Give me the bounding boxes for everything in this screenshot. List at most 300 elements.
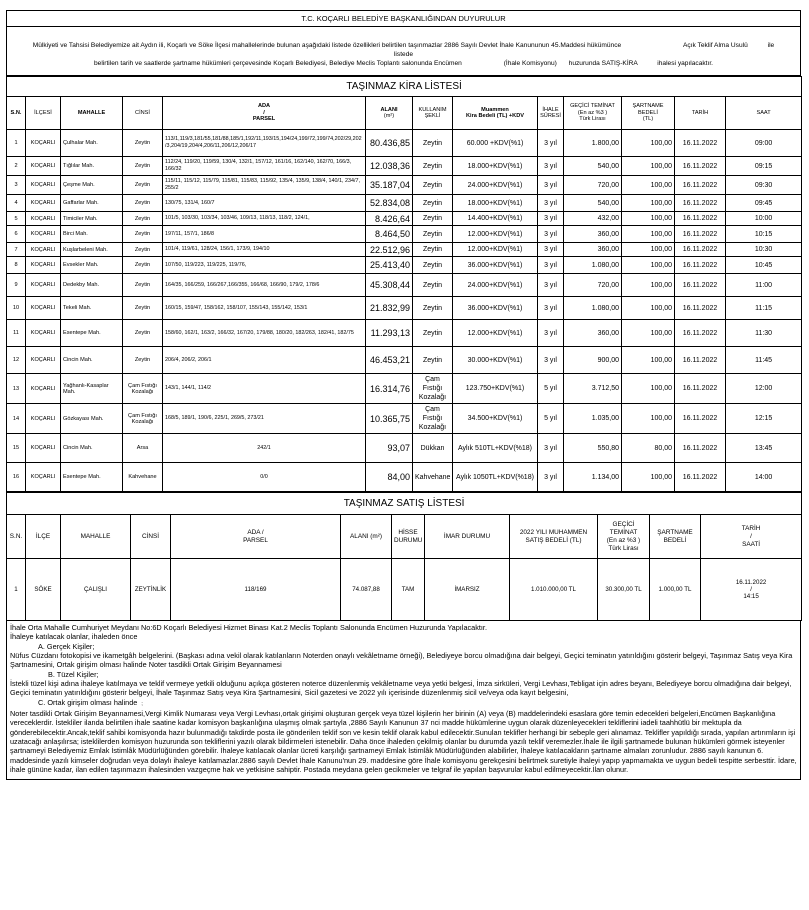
kira-cell-sartname: 100,00 [622, 157, 675, 176]
kira-cell-kullanim: Çam Fıstığı Kozalağı [413, 404, 453, 434]
kira-cell-kullanim: Zeytin [413, 195, 453, 212]
kira-cell-parsel: 115/11, 115/12, 115/79, 115/81, 115/83, 115/92, 135/4, 135/9, 138/4, 140/1, 234/7, 255/2 [163, 176, 366, 195]
kira-cell-alan: 84,00 [366, 463, 413, 492]
kira-cell-teminat: 360,00 [564, 226, 622, 243]
kira-row [7, 274, 802, 297]
kira-cell-sartname: 100,00 [622, 212, 675, 226]
kira-cell-sartname: 100,00 [622, 226, 675, 243]
kira-row [7, 463, 802, 492]
kira-cell-saat: 11:00 [726, 274, 802, 297]
kira-row [7, 212, 802, 226]
col-kullanim: KULLANIM ŞEKLİ [413, 97, 453, 130]
kira-cell-parsel: 164/35, 166/259, 166/267,166/355, 166/68, 166/90, 179/2, 178/6 [163, 274, 366, 297]
kira-cell-sn: 11 [7, 320, 26, 347]
kira-cell-sure: 3 yıl [538, 320, 564, 347]
kira-cell-mahalle: Cincin Mah. [61, 434, 123, 463]
kira-cell-mahalle: Evsekler Mah. [61, 257, 123, 274]
kira-cell-parsel: 112/24, 119/20, 119/59, 130/4, 132/1, 157/12, 161/16, 162/140, 162/70, 166/3, 166/32 [163, 157, 366, 176]
kira-cell-mahalle: Esentepe Mah. [61, 463, 123, 492]
kira-cell-sure: 3 yıl [538, 297, 564, 320]
kira-cell-cinsi: Zeytin [123, 257, 163, 274]
satis-sn: 1 [7, 559, 26, 621]
kira-cell-sartname: 100,00 [622, 463, 675, 492]
kira-cell-mahalle: Yağhanlı-Kasaplar Mah. [61, 374, 123, 404]
kira-cell-saat: 12:15 [726, 404, 802, 434]
kira-cell-parsel: 101/4, 119/61, 128/24, 156/1, 173/9, 194/10 [163, 243, 366, 257]
kira-cell-saat: 10:45 [726, 257, 802, 274]
kira-cell-teminat: 3.712,50 [564, 374, 622, 404]
satis-sartname: 1.000,00 TL [650, 559, 701, 621]
kira-cell-saat: 09:00 [726, 130, 802, 157]
kira-cell-bedel: 18.000+KDV(%1) [453, 157, 538, 176]
kira-cell-cinsi: Zeytin [123, 226, 163, 243]
kira-cell-alan: 46.453,21 [366, 347, 413, 374]
kira-cell-ilce: KOÇARLI [26, 176, 61, 195]
satis-col-ilce: İLÇE [26, 515, 61, 559]
satis-row [7, 559, 802, 621]
col-muhammen-l1: Muammen [481, 106, 509, 113]
satis-col-teminat-l4: Türk Lirası [608, 544, 639, 552]
kira-cell-parsel: 206/4, 206/2, 206/1 [163, 347, 366, 374]
kira-cell-parsel: 0/0 [163, 463, 366, 492]
kira-cell-cinsi: Zeytin [123, 176, 163, 195]
kira-cell-kullanim: Dükkan [413, 434, 453, 463]
satis-mahalle: ÇALIŞLI [61, 559, 131, 621]
col-sure [538, 97, 564, 130]
kira-cell-parsel: 130/75, 131/4, 160/7 [163, 195, 366, 212]
kira-cell-tarih: 16.11.2022 [675, 404, 726, 434]
notes-a-text: Nüfus Cüzdanı fotokopisi ve ikametgâh belgelerini. (Başkası adına vekil olarak katılanların Noterden onaylı vekâletname örneği), Belediyeye borcu olmadığına dair belgeyi, Geçici teminatın yatırıldığını gösterir belgeyi, Taşınmaz Satış veya Kira Şartnamesini, Ortak girişim olması halinde Noter tasdikli Ortak Girişim Beyannamesi [10, 651, 793, 670]
col-sartname [622, 97, 675, 130]
kira-cell-sartname: 100,00 [622, 130, 675, 157]
notes-c-text: Noter tasdikli Ortak Girişim Beyannamesi,Vergi Kimlik Numarası veya Vergi Levhası,ortak girişimi oluşturan gerçek veya tüzel kişilerin her birinin (A) veya (B) maddelerindeki esaslara göre temin edecekleri belgeleri,Encümen Başkanlığına vereceklerdir. İstekliler ilanda belirtilen ihale saatine kadar komisyon başkanlığına ulaşmış olmak şartıyla ,2886 Sayılı Kanunun 37 nci madde hükümlerine uygun olarak düzenleyecekleri tekliflerini iadeli taahhütlü bir mektupla da gönderebilecektir.Ancak,teklif sahibi komisyonda hazır bulunmadığı takdirde posta ile gönderilen teklif son ve kesin teklif olarak kabul edilecektir.Sunulan teklifler herhangi bir sebeple geri alınamaz. Teklifler yapıldığı sırada, yapılan artırımların işi uzatacağı anlaşılırsa; isteklilerden komisyon huzurunda son tekliflerini yazılı olarak bildirmeleri istenebilir. Daha önce ihaleden çekilmiş olanlar bu durumda yazılı teklif veremezler.İhale ile ilgili şartnamede bulunan hükümleri görmek isteyenler şartnameyi Belediyemiz Emlak İstimlâk Müdürlüğünden görebilir. İhaleye katılacak olanlar ücreti karşılığı şartnameyi Emlak İstimlâk Müdürlüğünden alabilirler, İhaleye katılacakların şartname almaları zorunludur. 2886 sayılı kanunun 6. maddesinde yazılı kimseler doğrudan veya dolaylı ihaleye katılamazlar.2886 sayılı Devlet İhale Kanunu'nun 29. maddesine göre İhale komisyonu gerekçesini belirtmek suretiyle ihaleyi yapıp yapmamakta ve uygun bedeli tespitte serbesttir. İdare, ihale gününe kadar, ilan edilen taşınmazın ihalesinden vazgeçme hak ve yetkisine sahiptir. Postada meydana gelen gecikmeler ve telgraf ile yapılan başvurular kabul edilmeyecektir.İlan olunur. [10, 709, 797, 775]
kira-cell-bedel: 36.000+KDV(%1) [453, 257, 538, 274]
satis-col-sn: S.N. [7, 515, 26, 559]
kira-cell-alan: 8.464,50 [366, 226, 413, 243]
satis-tarih: 16.11.2022 [735, 579, 767, 586]
satis-col-hisse-l2: DURUMU [394, 536, 423, 544]
kira-cell-sure: 3 yıl [538, 157, 564, 176]
kira-cell-cinsi: Zeytin [123, 274, 163, 297]
kira-row [7, 176, 802, 195]
kira-cell-saat: 09:45 [726, 195, 802, 212]
satis-col-hisse [392, 515, 425, 559]
kira-cell-teminat: 360,00 [564, 320, 622, 347]
satis-col-imar: İMAR DURUMU [425, 515, 510, 559]
notes-intro: İhaleye katılacak olanlar, ihaleden önce [10, 632, 138, 642]
kira-cell-teminat: 1.080,00 [564, 297, 622, 320]
kira-cell-saat: 10:30 [726, 243, 802, 257]
kira-cell-sn: 2 [7, 157, 26, 176]
kira-cell-tarih: 16.11.2022 [675, 320, 726, 347]
col-sartname-l2: (TL) [642, 116, 654, 123]
kira-cell-teminat: 1.035,00 [564, 404, 622, 434]
kira-cell-mahalle: Tığlılar Mah. [61, 157, 123, 176]
kira-cell-cinsi: Kahvehane [123, 463, 163, 492]
conditions-text [6, 621, 801, 780]
satis-col-muhammen-l1: 2022 YILI MUHAMMEN [519, 528, 588, 536]
kira-cell-sn: 7 [7, 243, 26, 257]
satis-col-sartname [650, 515, 701, 559]
satis-teminat: 30.300,00 TL [598, 559, 650, 621]
kira-cell-kullanim: Zeytin [413, 226, 453, 243]
kira-cell-kullanim: Zeytin [413, 212, 453, 226]
satis-tarih-sep: / [750, 586, 752, 593]
satis-col-tarih-l2: / [750, 532, 752, 540]
kira-cell-alan: 35.187,04 [366, 176, 413, 195]
kira-cell-sn: 3 [7, 176, 26, 195]
kira-cell-sartname: 100,00 [622, 320, 675, 347]
kira-cell-cinsi: Zeytin [123, 347, 163, 374]
kira-cell-sn: 4 [7, 195, 26, 212]
kira-cell-parsel: 242/1 [163, 434, 366, 463]
col-cinsi: CİNSİ [123, 97, 163, 130]
satis-cinsi: ZEYTİNLİK [131, 559, 171, 621]
kira-cell-sartname: 100,00 [622, 274, 675, 297]
kira-cell-cinsi: Çam Fıstığı Kozalağı [123, 404, 163, 434]
kira-cell-sure: 3 yıl [538, 463, 564, 492]
satis-col-tarih-l1: TARİH [741, 524, 761, 532]
kira-cell-tarih: 16.11.2022 [675, 434, 726, 463]
kira-cell-alan: 52.834,08 [366, 195, 413, 212]
kira-cell-tarih: 16.11.2022 [675, 374, 726, 404]
satis-parsel: 118/169 [171, 559, 341, 621]
satis-col-muhammen [510, 515, 598, 559]
kira-cell-kullanim: Zeytin [413, 176, 453, 195]
kira-cell-mahalle: Dedekby Mah. [61, 274, 123, 297]
kira-cell-ilce: KOÇARLI [26, 404, 61, 434]
kira-cell-ilce: KOÇARLI [26, 463, 61, 492]
kira-cell-mahalle: Gözkayası Mah. [61, 404, 123, 434]
kira-cell-sartname: 100,00 [622, 404, 675, 434]
kira-row [7, 404, 802, 434]
kira-row [7, 297, 802, 320]
col-teminat-l1: GEÇİCİ TEMİNAT [570, 103, 615, 110]
kira-cell-sure: 3 yıl [538, 257, 564, 274]
kira-cell-kullanim: Zeytin [413, 320, 453, 347]
kira-cell-cinsi: Zeytin [123, 195, 163, 212]
kira-row [7, 226, 802, 243]
kira-cell-sn: 8 [7, 257, 26, 274]
kira-row [7, 243, 802, 257]
kira-cell-teminat: 1.080,00 [564, 257, 622, 274]
satis-col-teminat-l1: GEÇİCİ [612, 520, 635, 528]
kira-row [7, 374, 802, 404]
satis-col-hisse-l1: HİSSE [398, 528, 418, 536]
kira-cell-bedel: 12.000+KDV(%1) [453, 320, 538, 347]
kira-cell-alan: 25.413,40 [366, 257, 413, 274]
kira-cell-cinsi: Zeytin [123, 212, 163, 226]
col-sure-l2: SÜRESİ [540, 113, 561, 119]
kira-cell-sn: 12 [7, 347, 26, 374]
kira-cell-bedel: Aylık 1050TL+KDV(%18) [453, 463, 538, 492]
kira-cell-alan: 93,07 [366, 434, 413, 463]
notes-b-title: B. Tüzel Kişiler; [48, 669, 99, 679]
kira-cell-sure: 3 yıl [538, 274, 564, 297]
intro-line2-end: ihalesi yapılacaktır. [657, 60, 714, 67]
col-ada-sep: / [263, 109, 265, 116]
kira-cell-saat: 12:00 [726, 374, 802, 404]
notes-b-text: İstekli tüzel kişi adına ihaleye katılmaya ve teklif vermeye yetkili olduğunu açıkça gösteren noterce düzenlenmiş vekâletname veya yetki belgesi, İmza sirküleri, Vergi Levhası,Tebligat için adres beyanı, Belediyeye borcu olmadığına dair belgeyi, Geçici teminatın yatırıldığını gösterir belgeyi, İhale Taşınmaz Satış veya Kira Şartnamesini, Sicil gazetesi ve 2022 yılı içerisinde düzenlenmiş sicil ve/veya oda kayıt belgesini, [10, 679, 792, 698]
kira-cell-sartname: 100,00 [622, 374, 675, 404]
kira-row [7, 157, 802, 176]
notes-a-title: A. Gerçek Kişiler; [38, 641, 95, 651]
kira-cell-saat: 11:30 [726, 320, 802, 347]
satis-header-row [7, 515, 802, 559]
kira-table [6, 76, 802, 492]
kira-cell-cinsi: Çam Fıstığı Kozalağı [123, 374, 163, 404]
kira-cell-kullanim: Kahvehane [413, 463, 453, 492]
kira-cell-kullanim: Zeytin [413, 243, 453, 257]
kira-cell-ilce: KOÇARLI [26, 434, 61, 463]
kira-cell-bedel: Aylık 510TL+KDV(%18) [453, 434, 538, 463]
intro-line1-end: ile listede [393, 42, 775, 58]
kira-cell-mahalle: Gaffarlar Mah. [61, 195, 123, 212]
satis-saat: 14:15 [743, 593, 759, 600]
col-sure-l1: İHALE [542, 106, 559, 113]
kira-rows [7, 130, 802, 492]
announcement-document [6, 10, 801, 780]
kira-cell-bedel: 60.000 +KDV(%1) [453, 130, 538, 157]
kira-cell-alan: 12.038,36 [366, 157, 413, 176]
col-sn: S.N. [7, 97, 26, 130]
kira-cell-teminat: 432,00 [564, 212, 622, 226]
kira-cell-ilce: KOÇARLI [26, 226, 61, 243]
kira-cell-tarih: 16.11.2022 [675, 130, 726, 157]
kira-cell-sure: 5 yıl [538, 404, 564, 434]
col-ada-parsel [163, 97, 366, 130]
kira-cell-cinsi: Zeytin [123, 130, 163, 157]
kira-cell-sartname: 100,00 [622, 243, 675, 257]
kira-cell-bedel: 123.750+KDV(%1) [453, 374, 538, 404]
col-mahalle: MAHALLE [61, 97, 123, 130]
kira-cell-mahalle: Timiciler Mah. [61, 212, 123, 226]
kira-cell-cinsi: Zeytin [123, 297, 163, 320]
kira-title: TAŞINMAZ KİRA LİSTESİ [7, 77, 802, 97]
kira-cell-bedel: 34.500+KDV(%1) [453, 404, 538, 434]
kira-cell-sn: 14 [7, 404, 26, 434]
col-muhammen [453, 97, 538, 130]
kira-cell-ilce: KOÇARLI [26, 320, 61, 347]
kira-cell-tarih: 16.11.2022 [675, 463, 726, 492]
col-tarih: TARİH [675, 97, 726, 130]
satis-col-teminat [598, 515, 650, 559]
kira-cell-ilce: KOÇARLI [26, 297, 61, 320]
kira-cell-tarih: 16.11.2022 [675, 212, 726, 226]
kira-cell-sn: 6 [7, 226, 26, 243]
kira-cell-sartname: 80,00 [622, 434, 675, 463]
satis-col-tarih-l3: SAATİ [742, 540, 761, 548]
satis-col-tarih [701, 515, 802, 559]
kira-cell-mahalle: Tekeli Mah. [61, 297, 123, 320]
kira-cell-alan: 8.426,64 [366, 212, 413, 226]
satis-col-alani: ALANI (m²) [341, 515, 392, 559]
kira-cell-parsel: 107/50, 119/223, 119/225, 119/76, [163, 257, 366, 274]
kira-cell-sartname: 100,00 [622, 257, 675, 274]
kira-cell-ilce: KOÇARLI [26, 212, 61, 226]
kira-cell-bedel: 36.000+KDV(%1) [453, 297, 538, 320]
satis-hisse: TAM [392, 559, 425, 621]
kira-cell-saat: 09:30 [726, 176, 802, 195]
intro-tender-type: huzurunda SATIŞ-KİRA [568, 60, 638, 67]
kira-cell-kullanim: Çam Fıstığı Kozalağı [413, 374, 453, 404]
kira-cell-cinsi: Zeytin [123, 243, 163, 257]
kira-cell-kullanim: Zeytin [413, 347, 453, 374]
kira-cell-teminat: 1.800,00 [564, 130, 622, 157]
kira-cell-sure: 3 yıl [538, 130, 564, 157]
kira-cell-bedel: 18.000+KDV(%1) [453, 195, 538, 212]
kira-cell-teminat: 720,00 [564, 274, 622, 297]
kira-cell-saat: 13:45 [726, 434, 802, 463]
kira-cell-saat: 10:15 [726, 226, 802, 243]
col-sartname-l1: ŞARTNAME BEDELİ [632, 103, 664, 116]
kira-cell-teminat: 360,00 [564, 243, 622, 257]
kira-cell-sn: 9 [7, 274, 26, 297]
kira-cell-tarih: 16.11.2022 [675, 176, 726, 195]
kira-row [7, 347, 802, 374]
col-teminat-l2: (En az %3 ) [577, 109, 608, 116]
kira-cell-bedel: 24.000+KDV(%1) [453, 176, 538, 195]
kira-cell-teminat: 540,00 [564, 195, 622, 212]
kira-cell-tarih: 16.11.2022 [675, 274, 726, 297]
kira-cell-cinsi: Arsa [123, 434, 163, 463]
notes-c-semicolon: ; [141, 700, 143, 707]
col-alani [366, 97, 413, 130]
satis-bedel: 1.010.000,00 TL [510, 559, 598, 621]
kira-cell-parsel: 197/11, 157/1, 186/8 [163, 226, 366, 243]
kira-header-row [7, 97, 802, 130]
kira-row [7, 130, 802, 157]
kira-cell-alan: 45.308,44 [366, 274, 413, 297]
kira-cell-teminat: 550,80 [564, 434, 622, 463]
kira-cell-mahalle: Kuşlarbeleni Mah. [61, 243, 123, 257]
kira-cell-sn: 13 [7, 374, 26, 404]
kira-cell-parsel: 101/5, 103/30, 103/34, 103/46, 109/13, 118/13, 118/2, 124/1, [163, 212, 366, 226]
kira-cell-sn: 1 [7, 130, 26, 157]
col-saat: SAAT [726, 97, 802, 130]
intro-paragraph [6, 27, 801, 76]
satis-col-parsel: PARSEL [243, 536, 268, 544]
kira-cell-mahalle: Cincin Mah. [61, 347, 123, 374]
satis-col-ada-parsel [171, 515, 341, 559]
kira-cell-ilce: KOÇARLI [26, 257, 61, 274]
satis-col-teminat-l2: TEMİNAT [609, 528, 638, 536]
col-teminat [564, 97, 622, 130]
kira-cell-bedel: 12.000+KDV(%1) [453, 243, 538, 257]
kira-cell-sure: 3 yıl [538, 176, 564, 195]
satis-col-mahalle: MAHALLE [61, 515, 131, 559]
kira-cell-saat: 11:15 [726, 297, 802, 320]
kira-cell-teminat: 1.134,00 [564, 463, 622, 492]
kira-cell-sure: 3 yıl [538, 226, 564, 243]
col-alani-unit: (m²) [383, 113, 395, 119]
kira-cell-kullanim: Zeytin [413, 257, 453, 274]
kira-cell-tarih: 16.11.2022 [675, 257, 726, 274]
kira-cell-saat: 09:15 [726, 157, 802, 176]
kira-cell-cinsi: Zeytin [123, 157, 163, 176]
satis-col-cinsi: CİNSİ [131, 515, 171, 559]
kira-cell-tarih: 16.11.2022 [675, 297, 726, 320]
kira-cell-sn: 15 [7, 434, 26, 463]
kira-cell-ilce: KOÇARLI [26, 157, 61, 176]
kira-cell-sartname: 100,00 [622, 347, 675, 374]
kira-cell-ilce: KOÇARLI [26, 130, 61, 157]
kira-cell-kullanim: Zeytin [413, 297, 453, 320]
satis-title: TAŞINMAZ SATIŞ LİSTESİ [7, 493, 802, 515]
col-ilce: İLÇESİ [26, 97, 61, 130]
kira-cell-sure: 5 yıl [538, 374, 564, 404]
kira-cell-sartname: 100,00 [622, 297, 675, 320]
kira-cell-alan: 16.314,76 [366, 374, 413, 404]
col-parsel: PARSEL [252, 116, 276, 123]
kira-cell-parsel: 168/5, 189/1, 190/6, 225/1, 269/5, 273/21 [163, 404, 366, 434]
kira-cell-bedel: 12.000+KDV(%1) [453, 226, 538, 243]
kira-cell-kullanim: Zeytin [413, 157, 453, 176]
kira-cell-alan: 10.365,75 [366, 404, 413, 434]
kira-cell-sure: 3 yıl [538, 243, 564, 257]
kira-cell-kullanim: Zeytin [413, 130, 453, 157]
col-muhammen-l2: Kira Bedeli (TL) +KDV [466, 113, 524, 119]
kira-cell-sn: 16 [7, 463, 26, 492]
kira-cell-parsel: 160/15, 159/47, 158/162, 158/107, 155/143, 155/142, 153/1 [163, 297, 366, 320]
col-teminat-l3: Türk Lirası [579, 116, 606, 123]
kira-cell-tarih: 16.11.2022 [675, 157, 726, 176]
kira-cell-ilce: KOÇARLI [26, 195, 61, 212]
kira-cell-alan: 22.512,96 [366, 243, 413, 257]
kira-cell-sartname: 100,00 [622, 195, 675, 212]
kira-cell-parsel: 143/1, 144/1, 114/2 [163, 374, 366, 404]
kira-cell-tarih: 16.11.2022 [675, 226, 726, 243]
kira-cell-ilce: KOÇARLI [26, 243, 61, 257]
kira-cell-kullanim: Zeytin [413, 274, 453, 297]
kira-row [7, 434, 802, 463]
satis-ilce: SÖKE [26, 559, 61, 621]
intro-line2: belirtilen tarih ve saatlerde şartname hükümleri çerçevesinde Koçarlı Belediyesi, Belediye Meclis Toplantı salonunda Encümen [93, 60, 462, 67]
kira-cell-bedel: 24.000+KDV(%1) [453, 274, 538, 297]
kira-cell-sn: 10 [7, 297, 26, 320]
satis-col-ada: ADA / [247, 528, 264, 536]
kira-cell-teminat: 540,00 [564, 157, 622, 176]
kira-cell-sn: 5 [7, 212, 26, 226]
kira-cell-saat: 10:00 [726, 212, 802, 226]
kira-cell-mahalle: Çeşme Mah. [61, 176, 123, 195]
kira-cell-teminat: 900,00 [564, 347, 622, 374]
kira-cell-mahalle: Esentepe Mah. [61, 320, 123, 347]
kira-cell-saat: 11:45 [726, 347, 802, 374]
kira-cell-cinsi: Zeytin [123, 320, 163, 347]
kira-cell-saat: 14:00 [726, 463, 802, 492]
satis-tarih-saat [701, 559, 802, 621]
kira-cell-alan: 80.436,85 [366, 130, 413, 157]
kira-cell-sartname: 100,00 [622, 176, 675, 195]
satis-table [6, 492, 802, 621]
kira-cell-sure: 3 yıl [538, 212, 564, 226]
kira-cell-ilce: KOÇARLI [26, 347, 61, 374]
kira-cell-bedel: 14.400+KDV(%1) [453, 212, 538, 226]
intro-commission: (İhale Komisyonu) [503, 60, 557, 67]
kira-row [7, 320, 802, 347]
satis-imar: İMARSIZ [425, 559, 510, 621]
kira-cell-tarih: 16.11.2022 [675, 347, 726, 374]
kira-cell-bedel: 30.000+KDV(%1) [453, 347, 538, 374]
kira-cell-mahalle: Birci Mah. [61, 226, 123, 243]
kira-row [7, 195, 802, 212]
kira-cell-sure: 3 yıl [538, 195, 564, 212]
col-ada: ADA [257, 103, 271, 110]
satis-col-muhammen-l2: SATIŞ BEDELİ (TL) [525, 536, 582, 544]
kira-cell-alan: 11.293,13 [366, 320, 413, 347]
notes-c-title: C. Ortak girişim olması halinde [38, 697, 138, 707]
